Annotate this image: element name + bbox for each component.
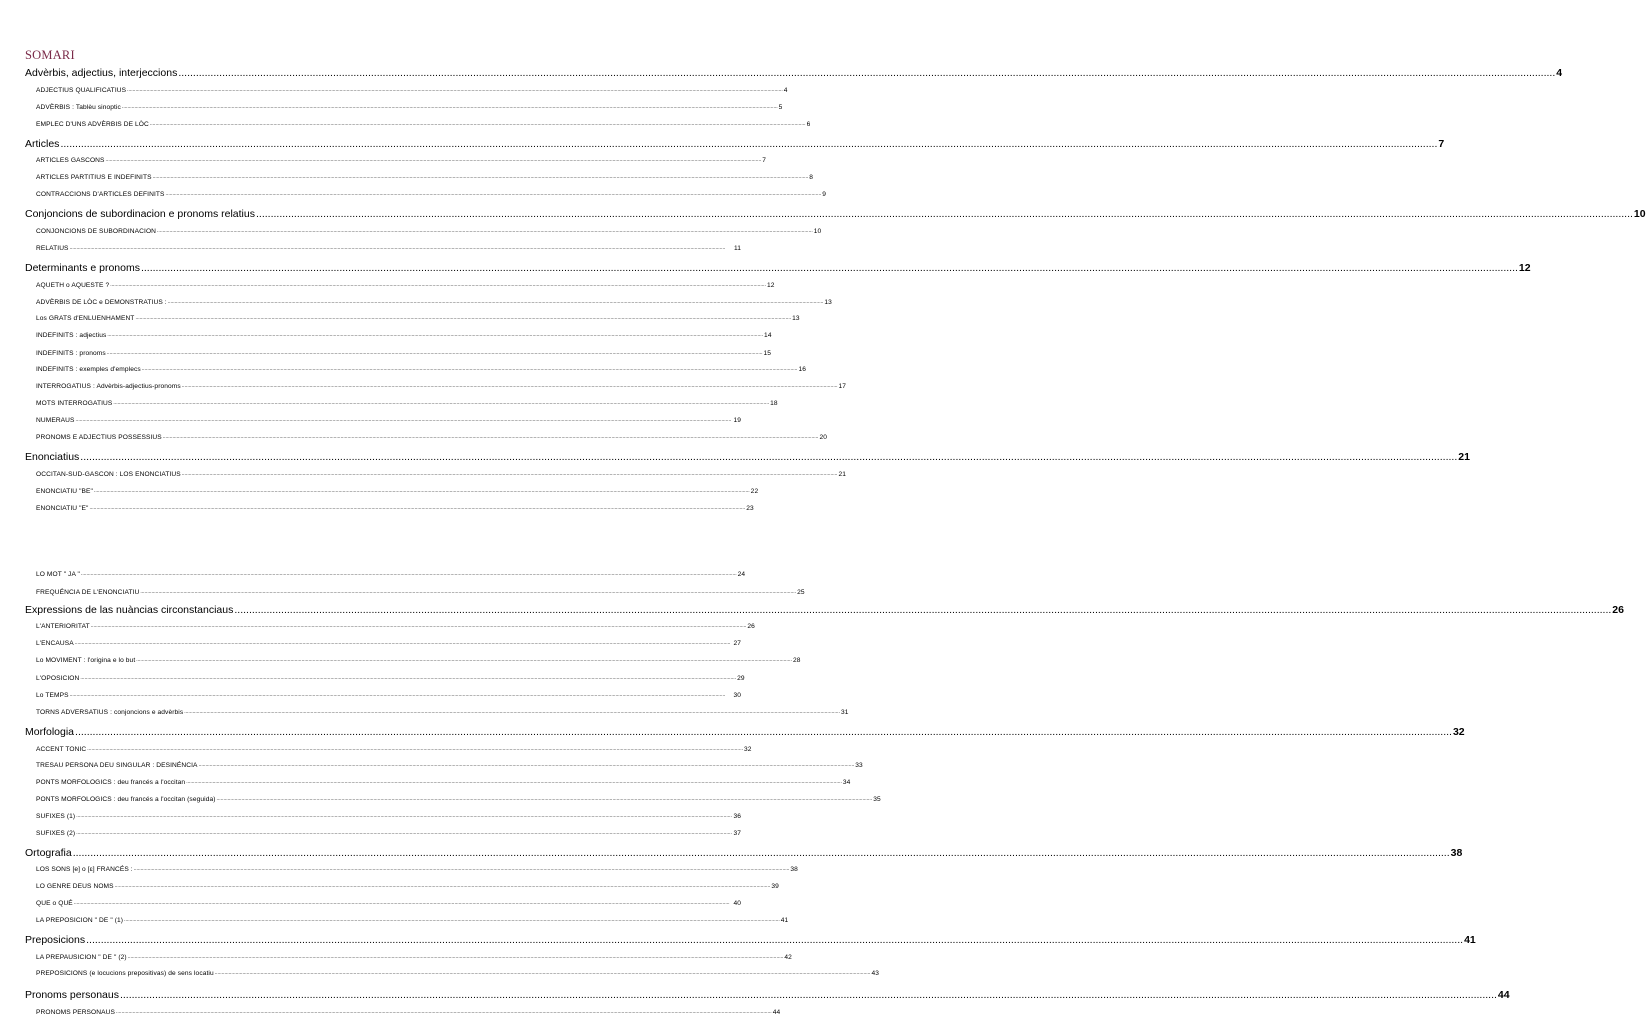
toc-page-number: 32 — [1452, 726, 1465, 738]
toc-heading-entry[interactable] — [25, 988, 1510, 1002]
toc-dot-leader — [122, 102, 778, 112]
toc-entry-label: QUE o QUÉ — [36, 900, 73, 907]
toc-entry-label: ADVÈRBIS : Tablèu sinoptic — [36, 104, 121, 111]
toc-entry-label: L'OPOSICION — [36, 675, 80, 682]
toc-entry-label: ADJECTIUS QUALIFICATIUS — [36, 87, 127, 94]
toc-subentry[interactable] — [36, 881, 779, 891]
toc-entry-label: TRESAU PERSONA DEU SINGULAR : DESINÉNCIA — [36, 762, 198, 769]
toc-dot-leader — [73, 847, 1450, 860]
toc-subentry[interactable] — [36, 226, 822, 236]
toc-dot-leader — [166, 189, 822, 199]
toc-subentry[interactable] — [36, 172, 814, 182]
toc-page-number: 29 — [737, 675, 745, 682]
toc-page-number: 33 — [855, 762, 863, 769]
toc-entry-label: Advèrbis, adjectius, interjeccions — [25, 67, 178, 79]
toc-subentry[interactable] — [36, 398, 778, 408]
toc-entry-label: PREPOSICIONS (e locucions prepositivas) de sens locatiu — [36, 970, 214, 977]
toc-page-number: 14 — [764, 332, 772, 339]
toc-entry-label: Los GRATS d'ENLUENHAMENT — [36, 315, 135, 322]
toc-entry-label: CONTRACCIONS D'ARTICLES DEFINITS — [36, 191, 165, 198]
toc-subentry[interactable] — [36, 364, 806, 374]
toc-page-number: 13 — [792, 315, 800, 322]
toc-dot-leader — [157, 226, 813, 236]
toc-dot-leader — [76, 828, 732, 838]
toc-subentry[interactable] — [36, 503, 754, 513]
toc-heading-entry[interactable] — [25, 603, 1624, 617]
toc-subentry[interactable] — [36, 1007, 781, 1017]
toc-page-number: 15 — [763, 350, 772, 357]
toc-subentry[interactable] — [36, 744, 752, 754]
toc-dot-leader — [234, 604, 1611, 617]
toc-entry-label: L'ANTERIORITAT — [36, 623, 90, 630]
toc-page-number: 40 — [733, 900, 741, 907]
toc-subentry[interactable] — [36, 828, 741, 838]
toc-page-number: 41 — [780, 917, 789, 924]
toc-entry-label: L'ENCAUSA — [36, 640, 74, 647]
toc-dot-leader — [76, 415, 733, 425]
toc-entry-label: PONTS MORFOLOGICS : deu francés a l'occitan (seguida) — [36, 796, 216, 803]
toc-subentry[interactable] — [36, 952, 792, 962]
toc-dot-leader — [113, 398, 769, 408]
toc-page-number: 35 — [873, 796, 881, 803]
toc-dot-leader — [141, 262, 1518, 275]
toc-subentry[interactable] — [36, 794, 881, 804]
toc-page-number: 11 — [733, 245, 741, 252]
toc-dot-leader — [70, 243, 733, 253]
toc-entry-label: Conjoncions de subordinacion e pronoms relatius — [25, 208, 255, 220]
toc-entry-label: SUFIXES (2) — [36, 830, 76, 837]
toc-entry-label: Enonciatius — [25, 451, 80, 463]
toc-dot-leader — [135, 313, 791, 323]
toc-subentry[interactable] — [36, 243, 741, 253]
toc-page-number: 21 — [1458, 451, 1470, 463]
toc-entry-label: Pronoms personaus — [25, 989, 119, 1001]
toc-page-number: 10 — [813, 228, 822, 235]
toc-dot-leader — [150, 119, 806, 129]
toc-dot-leader — [107, 330, 763, 340]
toc-subentry[interactable] — [36, 330, 772, 340]
toc-page-number: 10 — [1633, 208, 1646, 220]
toc-subentry[interactable] — [36, 621, 755, 631]
toc-heading-entry[interactable] — [25, 66, 1563, 80]
toc-entry-label: Articles — [25, 138, 60, 150]
toc-entry-label: RELATIUS — [36, 245, 69, 252]
toc-heading-entry[interactable] — [25, 261, 1531, 275]
toc-entry-label: TORNS ADVERSATIUS : conjoncions e advèrbis — [36, 709, 184, 716]
toc-entry-label: OCCITAN-SUD-GASCON : LOS ENONCIATIUS — [36, 471, 181, 478]
toc-subentry[interactable] — [36, 313, 800, 323]
toc-dot-leader — [182, 381, 838, 391]
toc-subentry[interactable] — [36, 690, 741, 700]
toc-dot-leader — [182, 469, 838, 479]
toc-subentry[interactable] — [36, 415, 741, 425]
toc-subentry[interactable] — [36, 469, 846, 479]
toc-dot-leader — [178, 67, 1555, 80]
toc-entry-label: ACCENT TONIC — [36, 746, 87, 753]
toc-heading-entry[interactable] — [25, 725, 1465, 739]
toc-subentry[interactable] — [36, 811, 741, 821]
toc-entry-label: PRONOMS PERSONAUS — [36, 1009, 116, 1016]
toc-page-number: 17 — [838, 383, 847, 390]
toc-page-number: 24 — [737, 571, 746, 578]
toc-dot-leader — [115, 881, 771, 891]
toc-page-number: 43 — [871, 970, 879, 977]
toc-page-number: 37 — [733, 830, 741, 837]
toc-subentry[interactable] — [36, 381, 847, 391]
toc-page-number: 26 — [747, 623, 755, 630]
toc-subentry[interactable] — [36, 587, 805, 597]
toc-subentry[interactable] — [36, 280, 775, 290]
toc-entry-label: ADVÈRBIS DE LÒC e DEMONSTRATIUS : — [36, 299, 167, 306]
toc-entry-label: LO GENRE DEUS NOMS — [36, 883, 114, 890]
toc-page-number: 38 — [1450, 847, 1463, 859]
toc-dot-leader — [110, 280, 766, 290]
toc-entry-label: SUFIXES (1) — [36, 813, 76, 820]
toc-page-number: 41 — [1464, 934, 1476, 946]
toc-dot-leader — [60, 138, 1437, 151]
toc-entry-label: INDEFINITS : exemples d'emplecs — [36, 366, 141, 373]
toc-page-number: 31 — [840, 709, 849, 716]
toc-page-number: 5 — [778, 104, 783, 111]
toc-dot-leader — [153, 172, 809, 182]
toc-dot-leader — [163, 432, 819, 442]
toc-page-number: 44 — [772, 1009, 781, 1016]
toc-subentry[interactable] — [36, 569, 746, 579]
toc-page-number: 42 — [784, 954, 792, 961]
toc-dot-leader — [94, 486, 750, 496]
toc-entry-label: ARTICLES GASCONS — [36, 157, 105, 164]
toc-entry-label: Preposicions — [25, 934, 86, 946]
toc-entry-label: LA PREPAUSICION " DE " (2) — [36, 954, 127, 961]
toc-subentry[interactable] — [36, 85, 788, 95]
toc-dot-leader — [199, 760, 855, 770]
toc-dot-leader — [70, 690, 733, 700]
toc-subentry[interactable] — [36, 189, 827, 199]
toc-dot-leader — [116, 1007, 772, 1017]
toc-dot-leader — [80, 451, 1457, 464]
toc-dot-leader — [87, 744, 743, 754]
toc-page-number: 9 — [822, 191, 827, 198]
toc-entry-label: ENONCIATIU "E" — [36, 505, 89, 512]
toc-subentry[interactable] — [36, 102, 783, 112]
toc-page-number: 30 — [733, 692, 741, 699]
toc-subentry[interactable] — [36, 777, 851, 787]
toc-subentry[interactable] — [36, 655, 801, 665]
toc-entry-label: ENONCIATIU "BE" — [36, 488, 93, 495]
toc-dot-leader — [80, 673, 736, 683]
toc-subentry[interactable] — [36, 638, 741, 648]
toc-page-number: 12 — [766, 282, 775, 289]
toc-entry-label: Determinants e pronoms — [25, 262, 140, 274]
toc-subentry[interactable] — [36, 432, 827, 442]
toc-dot-leader — [136, 655, 792, 665]
toc-entry-label: PRONOMS E ADJECTIUS POSSESSIUS — [36, 434, 162, 441]
toc-page-number: 28 — [792, 657, 801, 664]
toc-dot-leader — [142, 364, 798, 374]
toc-entry-label: CONJONCIONS DE SUBORDINACION — [36, 228, 157, 235]
toc-subentry[interactable] — [36, 864, 798, 874]
toc-page-number: 20 — [819, 434, 827, 441]
toc-page-number: 25 — [797, 589, 805, 596]
toc-subentry[interactable] — [36, 968, 879, 978]
toc-entry-label: Morfologia — [25, 726, 75, 738]
toc-dot-leader — [127, 85, 783, 95]
toc-page-number: 6 — [806, 121, 811, 128]
toc-dot-leader — [107, 348, 763, 358]
toc-heading-entry[interactable] — [25, 846, 1463, 860]
toc-heading-entry[interactable] — [25, 450, 1470, 464]
toc-page-number: 13 — [824, 299, 832, 306]
toc-dot-leader — [75, 638, 733, 648]
toc-page-number: 19 — [733, 417, 741, 424]
toc-entry-label: Expressions de las nuàncias circonstanciaus — [25, 604, 234, 616]
toc-entry-label: Lo MOVIMENT : l'origina e lo but — [36, 657, 136, 664]
toc-dot-leader — [74, 898, 733, 908]
toc-page-number: 7 — [1438, 138, 1445, 150]
toc-entry-label: AQUETH o AQUESTE ? — [36, 282, 110, 289]
toc-entry-label: MOTS INTERROGATIUS — [36, 400, 113, 407]
toc-title: SOMARI — [25, 48, 75, 62]
toc-subentry[interactable] — [36, 673, 745, 683]
toc-subentry[interactable] — [36, 348, 772, 358]
toc-dot-leader — [81, 569, 737, 579]
toc-dot-leader — [106, 155, 762, 165]
toc-subentry[interactable] — [36, 915, 789, 925]
toc-page-number: 12 — [1518, 262, 1531, 274]
toc-entry-label: INTERROGATIUS : Advèrbis-adjectius-pronoms — [36, 383, 181, 390]
toc-entry-label: LOS SONS [e] o [ɛ] FRANCÉS : — [36, 866, 133, 873]
toc-heading-entry[interactable] — [25, 207, 1646, 221]
toc-dot-leader — [120, 989, 1497, 1002]
toc-page-number: 4 — [1556, 67, 1563, 79]
toc-dot-leader — [124, 915, 780, 925]
toc-entry-label: NUMERAUS — [36, 417, 75, 424]
toc-page-number: 21 — [838, 471, 846, 478]
toc-heading-entry[interactable] — [25, 137, 1445, 151]
toc-dot-leader — [90, 503, 746, 513]
toc-dot-leader — [76, 811, 732, 821]
toc-dot-leader — [134, 864, 790, 874]
toc-page-number: 34 — [842, 779, 851, 786]
toc-entry-label: LA PREPOSICION " DE " (1) — [36, 917, 124, 924]
toc-dot-leader — [140, 587, 796, 597]
toc-entry-label: ARTICLES PARTITIUS E INDEFINITS — [36, 174, 152, 181]
toc-dot-leader — [215, 968, 871, 978]
toc-heading-entry[interactable] — [25, 933, 1476, 947]
toc-entry-label: Lo TEMPS — [36, 692, 69, 699]
toc-page-number: 39 — [771, 883, 779, 890]
toc-dot-leader — [256, 208, 1633, 221]
toc-entry-label: INDEFINITS : pronoms — [36, 350, 106, 357]
toc-subentry[interactable] — [36, 760, 863, 770]
toc-subentry[interactable] — [36, 297, 832, 307]
toc-page-number: 23 — [746, 505, 754, 512]
toc-entry-label: EMPLEC D'UNS ADVÈRBIS DE LÒC — [36, 121, 149, 128]
toc-subentry[interactable] — [36, 486, 759, 496]
toc-page-number: 27 — [733, 640, 741, 647]
toc-page-number: 36 — [733, 813, 741, 820]
toc-page-number: 22 — [750, 488, 759, 495]
toc-page-number: 44 — [1497, 989, 1510, 1001]
toc-entry-label: PONTS MORFOLOGICS : deu francés a l'occitan — [36, 779, 186, 786]
toc-subentry[interactable] — [36, 707, 849, 717]
toc-page-number: 7 — [762, 157, 767, 164]
toc-dot-leader — [75, 726, 1452, 739]
toc-entry-label: INDEFINITS : adjectius — [36, 332, 107, 339]
toc-subentry[interactable] — [36, 119, 811, 129]
toc-dot-leader — [91, 621, 747, 631]
toc-entry-label: FREQUÉNCIA DE L'ENONCIATIU — [36, 589, 140, 596]
toc-entry-label: Ortografia — [25, 847, 72, 859]
toc-dot-leader — [186, 777, 842, 787]
toc-subentry[interactable] — [36, 155, 767, 165]
toc-dot-leader — [217, 794, 873, 804]
toc-subentry[interactable] — [36, 898, 741, 908]
toc-page-number: 16 — [798, 366, 806, 373]
toc-page-number: 32 — [743, 746, 752, 753]
toc-page-number: 38 — [790, 866, 798, 873]
toc-entry-label: LO MOT " JA " — [36, 571, 80, 578]
toc-page-number: 8 — [809, 174, 814, 181]
toc-page-number: 4 — [783, 87, 788, 94]
toc-dot-leader — [86, 934, 1463, 947]
toc-dot-leader — [168, 297, 824, 307]
toc-dot-leader — [184, 707, 840, 717]
toc-dot-leader — [128, 952, 784, 962]
toc-page-number: 26 — [1612, 604, 1624, 616]
toc-page-number: 18 — [770, 400, 778, 407]
